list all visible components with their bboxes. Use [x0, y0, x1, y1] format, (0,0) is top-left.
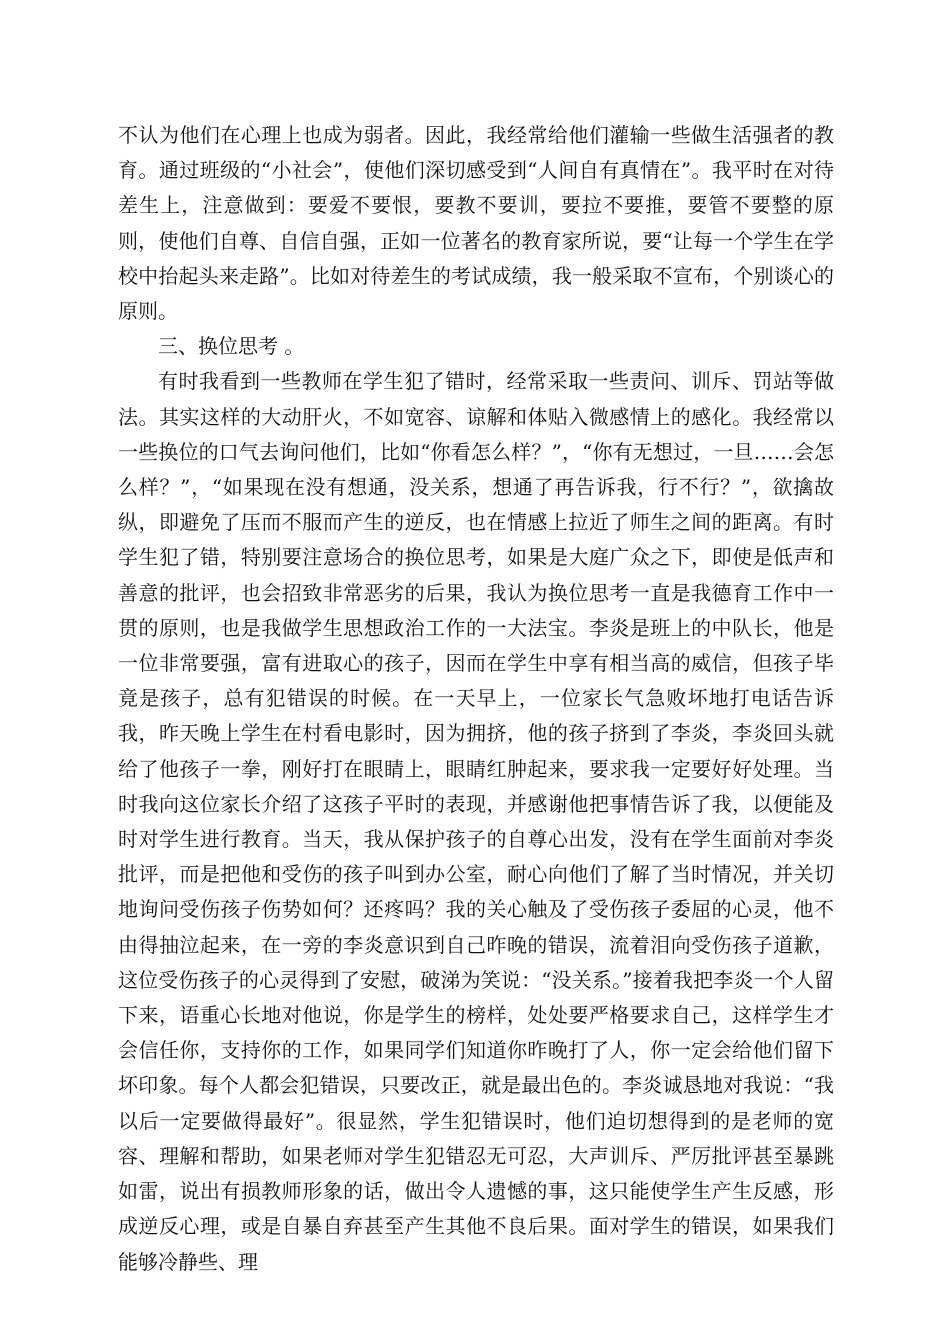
paragraph: 有时我看到一些教师在学生犯了错时，经常采取一些责问、训斥、罚站等做法。其实这样的大动肝火，不如宽容、谅解和体贴入微感情上的感化。我经常以一些换位的口气去询问他们，比如“你看怎么样？”，“你有无想过，一旦……会怎么样？”，“如果现在没有想通，没关系，想通了再告诉我，行不行？”，欲擒故纵，即避免了压而不服而产生的逆反，也在情感上拉近了师生之间的距离。有时学生犯了错，特别要注意场合的换位思考，如果是大庭广众之下，即使是低声和善意的批评，也会招致非常恶劣的后果，我认为换位思考一直是我德育工作中一贯的原则，也是我做学生思想政治工作的一大法宝。李炎是班上的中队长，他是一位非常要强，富有进取心的孩子，因而在学生中享有相当高的威信，但孩子毕竟是孩子，总有犯错误的时候。在一天早上，一位家长气急败坏地打电话告诉我，昨天晚上学生在村看电影时，因为拥挤，他的孩子挤到了李炎，李炎回头就给了他孩子一拳，刚好打在眼睛上，眼睛红肿起来，要求我一定要好好处理。当时我向这位家长介绍了这孩子平时的表现，并感谢他把事情告诉了我，以便能及时对学生进行教育。当天，我从保护孩子的自尊心出发，没有在学生面前对李炎批评，而是把他和受伤的孩子叫到办公室，耐心向他们了解了当时情况，并关切地询问受伤孩子伤势如何？还疼吗？我的关心触及了受伤孩子委屈的心灵，他不由得抽泣起来，在一旁的李炎意识到自己昨晚的错误，流着泪向受伤孩子道歉，这位受伤孩子的心灵得到了安慰，破涕为笑说：“没关系。”接着我把李炎一个人留下来，语重心长地对他说，你是学生的榜样，处处要严格要求自己，这样学生才会信任你，支持你的工作，如果同学们知道你昨晚打了人，你一定会给他们留下坏印象。每个人都会犯错误，只要改正，就是最出色的。李炎诚恳地对我说：“我以后一定要做得最好”。很显然，学生犯错误时，他们迫切想得到的是老师的宽容、理解和帮助，如果老师对学生犯错忍无可忍，大声训斥、严厉批评甚至暴跳如雷，说出有损教师形象的话，做出令人遗憾的事，这只能使学生产生反感，形成逆反心理，或是自暴自弃甚至产生其他不良后果。面对学生的错误，如果我们能够冷静些、理: [118, 369, 834, 1274]
paragraph-continued: 不认为他们在心理上也成为弱者。因此，我经常给他们灌输一些做生活强者的教育。通过班级的“小社会”，使他们深切感受到“人间自有真情在”。我平时在对待差生上，注意做到：要爱不要恨，要教不要训，要拉不要推，要管不要整的原则，使他们自尊、自信自强，正如一位著名的教育家所说，要“让每一个学生在学校中抬起头来走路”。比如对待差生的考试成绩，我一般采取不宣布，个别谈心的原则。: [118, 123, 834, 324]
body-text: [118, 118, 834, 1280]
section-heading: 三、换位思考 。: [158, 334, 305, 359]
